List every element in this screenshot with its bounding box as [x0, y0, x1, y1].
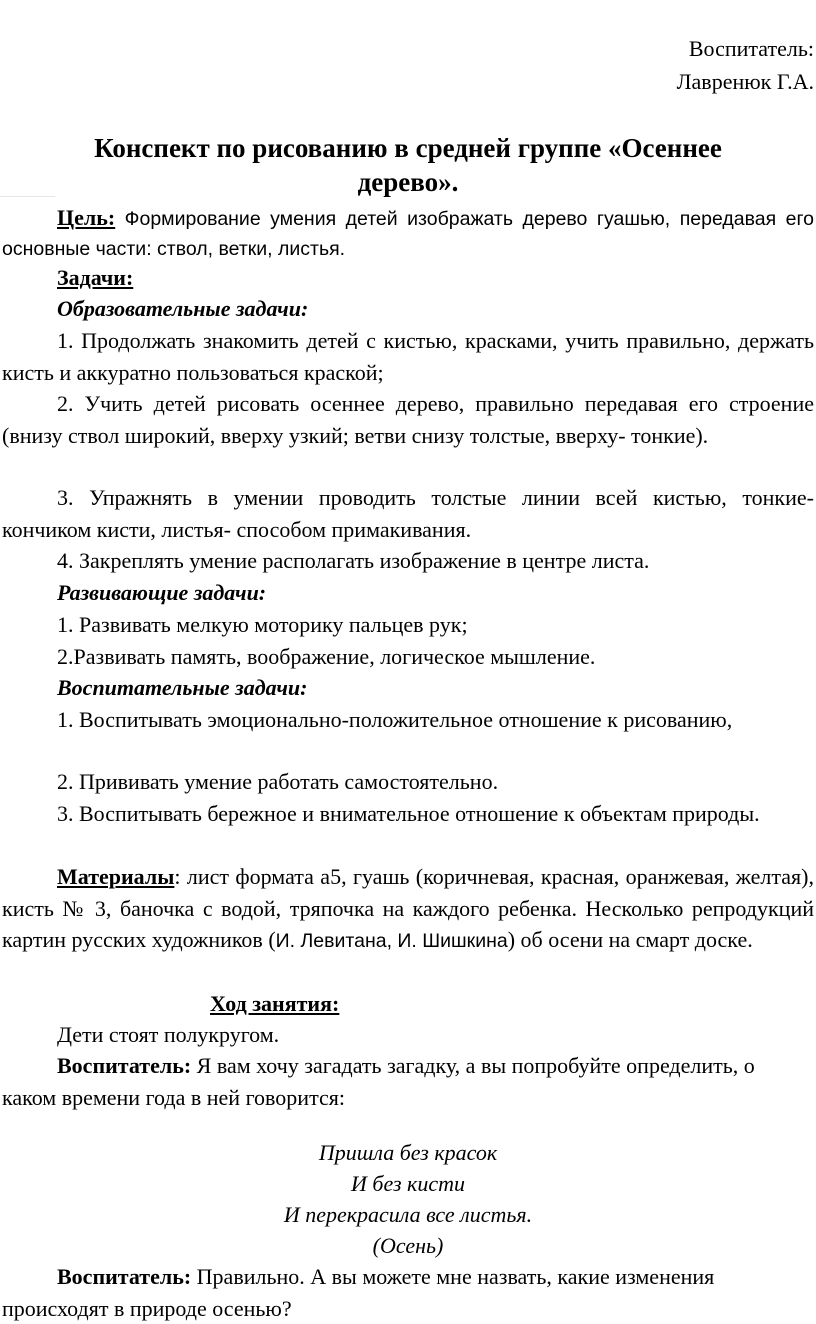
- lesson-heading: Ход занятия:: [210, 991, 340, 1016]
- page-title-line-1: Конспект по рисованию в средней группе «Осеннее: [94, 133, 722, 163]
- lesson-paragraph-2: [2, 1050, 814, 1113]
- lesson-paragraph-1: Дети стоят полукругом.: [57, 1022, 280, 1047]
- materials-label: Материалы: [57, 864, 175, 889]
- materials-paragraph: [2, 861, 814, 958]
- developing-item-1: 1. Развивать мелкую моторику пальцев рук;: [57, 612, 468, 637]
- educational-item-1: 1. Продолжать знакомить детей с кистью, красками, учить правильно, держать кисть и аккуратно пользоваться краской;: [2, 328, 814, 385]
- teacher-name: Лавренюк Г.А.: [676, 69, 814, 94]
- tasks-label: Задачи:: [57, 265, 134, 290]
- speaker-label-2: Воспитатель:: [57, 1264, 192, 1289]
- lesson-paragraph-3: [2, 1261, 814, 1324]
- educational-heading: Образовательные задачи:: [57, 296, 309, 321]
- goal-text: Формирование умения детей изображать дерево гуашью, передавая его основные части: ствол, ветки, листья.: [2, 208, 814, 260]
- educational-item-3: 3. Упражнять в умении проводить толстые линии всей кистью, тонкие- кончиком кисти, листья- способом примакивания.: [2, 485, 814, 542]
- divider: [0, 196, 55, 197]
- lesson-paragraph-2-text: Я вам хочу загадать загадку, а вы попробуйте определить, о каком времени года в ней говорится:: [2, 1053, 755, 1110]
- goal-label: Цель:: [57, 205, 116, 230]
- poem-line-3: И перекрасила все листья.: [283, 1202, 533, 1227]
- page-title-line-2: дерево».: [357, 167, 459, 197]
- poem-line-1: Пришла без красок: [318, 1140, 498, 1165]
- goal-paragraph: [2, 203, 814, 264]
- educational-item-2: 2. Учить детей рисовать осеннее дерево, правильно передавая его строение (внизу ствол широкий, вверху узкий; ветви снизу толстые, вверху- тонкие).: [2, 391, 814, 448]
- upbringing-item-3: 3. Воспитывать бережное и внимательное отношение к объектам природы.: [57, 801, 760, 826]
- upbringing-heading: Воспитательные задачи:: [57, 675, 308, 700]
- materials-text-2: ) об осени на смарт доске.: [507, 927, 753, 952]
- upbringing-item-1: 1. Воспитывать эмоционально-положительное отношение к рисованию,: [57, 707, 733, 732]
- speaker-label: Воспитатель:: [57, 1053, 192, 1078]
- materials-artists: И. Левитана, И. Шишкина: [275, 930, 508, 952]
- upbringing-item-2: 2. Прививать умение работать самостоятельно.: [57, 769, 499, 794]
- teacher-role: Воспитатель:: [688, 36, 814, 61]
- developing-heading: Развивающие задачи:: [57, 580, 267, 605]
- poem-answer: (Осень): [372, 1233, 444, 1258]
- materials-text-1: : лист формата а5, гуашь (коричневая, красная, оранжевая, желтая), кисть № 3, баночка с водой, тряпочка на каждого ребенка. Несколько репродукций картин русских художников (: [2, 864, 814, 952]
- developing-item-2: 2.Развивать память, воображение, логическое мышление.: [57, 644, 596, 669]
- poem-line-2: И без кисти: [351, 1171, 465, 1196]
- educational-item-4: 4. Закреплять умение располагать изображение в центре листа.: [57, 548, 650, 573]
- lesson-paragraph-3-text: Правильно. А вы можете мне назвать, какие изменения происходят в природе осенью?: [2, 1264, 715, 1321]
